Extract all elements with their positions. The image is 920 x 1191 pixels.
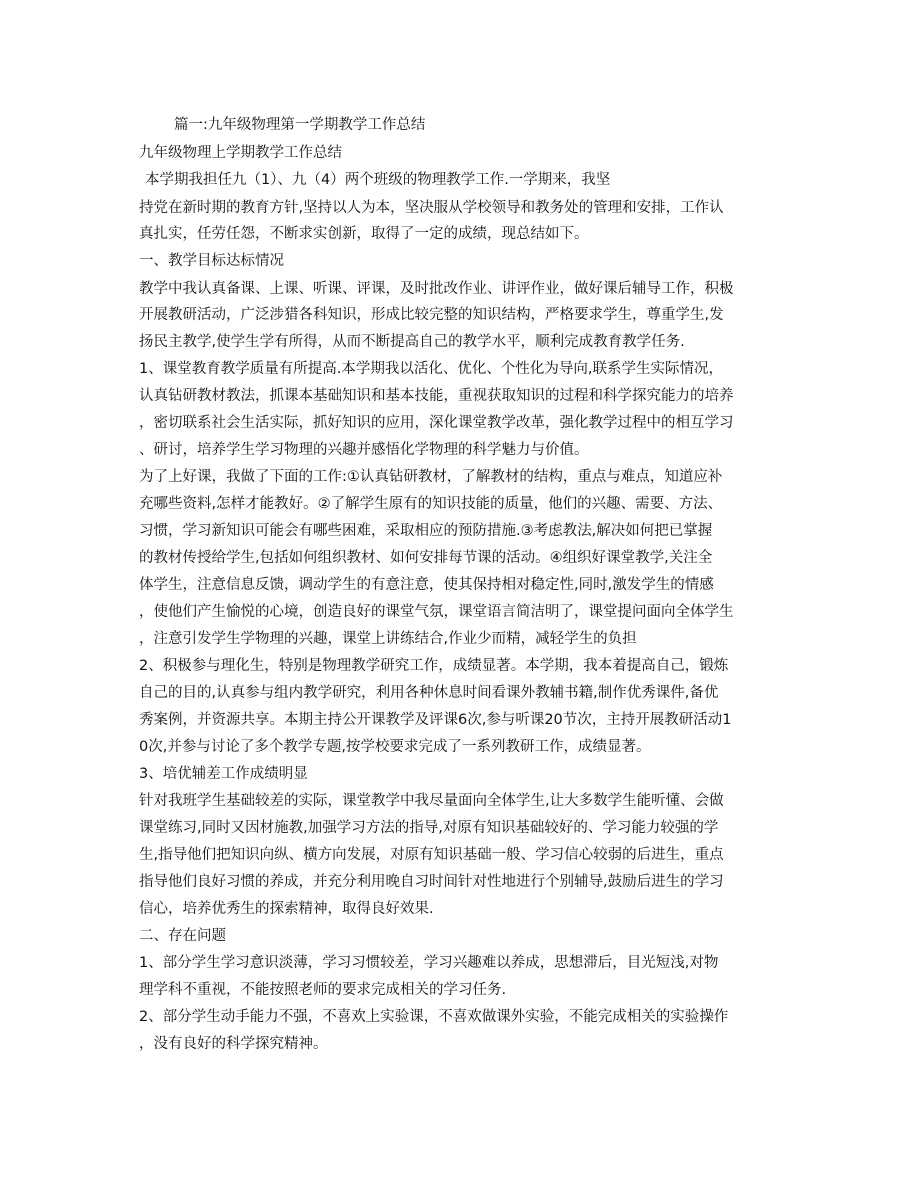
- paragraph-line: 充哪些资料,怎样才能教好。②了解学生原有的知识技能的质量，他们的兴趣、需要、方法、: [139, 496, 723, 512]
- paragraph-line: 指导他们良好习惯的养成，并充分利用晚自习时间针对性地进行个别辅导,鼓励后进生的学习: [139, 874, 724, 890]
- paragraph-line: 教学中我认真备课、上课、听课、评课，及时批改作业、讲评作业，做好课后辅导工作，积极: [139, 281, 734, 297]
- paragraph-line: 理学科不重视，不能按照老师的要求完成相关的学习任务.: [139, 982, 507, 998]
- paragraph-line: 开展教研活动，广泛涉猎各科知识，形成比较完整的知识结构，严格要求学生，尊重学生,发: [139, 307, 724, 323]
- paragraph-line: 信心，培养优秀生的探索精神，取得良好效果.: [139, 901, 434, 917]
- paragraph-line: 2、部分学生动手能力不强，不喜欢上实验课，不喜欢做课外实验，不能完成相关的实验操作: [139, 1009, 729, 1025]
- paragraph-line: 针对我班学生基础较差的实际，课堂教学中我尽量面向全体学生,让大多数学生能听懂、会做: [139, 793, 724, 809]
- paragraph-line: 2、积极参与理化生，特别是物理教学研究工作，成绩显著。本学期，我本着提高自己，锻炼: [139, 658, 729, 674]
- paragraph-line: 1、部分学生学习意识淡薄，学习习惯较差，学习兴趣难以养成，思想滞后，目光短浅,对物: [139, 955, 719, 971]
- paragraph-line: 本学期我担任九（1）、九（4）两个班级的物理教学工作.一学期来，我坚: [145, 172, 611, 188]
- paragraph-line: 扬民主教学,使学生学有所得，从而不断提高自己的教学水平，顺利完成教育教学任务.: [139, 334, 685, 350]
- paragraph-line: 真扎实，任劳任怨，不断求实创新，取得了一定的成绩，现总结如下。: [139, 226, 589, 242]
- document-title: 九年级物理上学期教学工作总结: [139, 145, 342, 161]
- section-heading: 一、教学目标达标情况: [139, 253, 284, 269]
- paragraph-line: 习惯，学习新知识可能会有哪些困难，采取相应的预防措施.③考虑教法,解决如何把已掌握: [139, 523, 713, 539]
- paragraph-line: 的教材传授给学生,包括如何组织教材、如何安排每节课的活动。④组织好课堂教学,关注全: [139, 550, 713, 566]
- paragraph-line: 体学生，注意信息反馈，调动学生的有意注意，使其保持相对稳定性,同时,激发学生的情感: [139, 577, 714, 593]
- section-heading: 二、存在问题: [139, 928, 226, 944]
- paragraph-line: 认真钻研教材教法，抓课本基础知识和基本技能，重视获取知识的过程和科学探究能力的培养: [139, 388, 734, 404]
- paragraph-line: 为了上好课，我做了下面的工作:①认真钻研教材，了解教材的结构，重点与难点，知道应补: [139, 469, 723, 485]
- paragraph-line: ，注意引发学生学物理的兴趣，课堂上讲练结合,作业少而精，减轻学生的负担: [139, 631, 637, 647]
- paragraph-line: 、研讨，培养学生学习物理的兴趣并感悟化学物理的科学魅力与价值。: [139, 442, 589, 458]
- section-heading: 3、培优辅差工作成绩明显: [139, 766, 308, 782]
- paragraph-line: 生,指导他们把知识向纵、横方向发展，对原有知识基础一般、学习信心较弱的后进生，重点: [139, 847, 724, 863]
- paragraph-line: ，使他们产生愉悦的心境，创造良好的课堂气氛，课堂语言简洁明了，课堂提问面向全体学生: [139, 604, 734, 620]
- paragraph-line: ，密切联系社会生活实际，抓好知识的应用，深化课堂教学改革，强化教学过程中的相互学习: [139, 415, 734, 431]
- paragraph-line: 0次,并参与讨论了多个教学专题,按学校要求完成了一系列教研工作，成绩显著。: [139, 739, 651, 755]
- paragraph-line: 课堂练习,同时又因材施教,加强学习方法的指导,对原有知识基础较好的、学习能力较强的学: [139, 820, 719, 836]
- paragraph-line: 1、课堂教育教学质量有所提高.本学期我以活化、优化、个性化为导向,联系学生实际情况，: [139, 361, 723, 377]
- paragraph-line: 自己的目的,认真参与组内教学研究，利用各种休息时间看课外教辅书籍,制作优秀课件,备优: [139, 685, 719, 701]
- section-heading: 篇一:九年级物理第一学期教学工作总结: [174, 117, 426, 133]
- paragraph-line: ，没有良好的科学探究精神。: [139, 1036, 328, 1052]
- paragraph-line: 持党在新时期的教育方针,坚持以人为本，坚决服从学校领导和教务处的管理和安排，工作认: [139, 200, 724, 216]
- paragraph-line: 秀案例，并资源共享。本期主持公开课教学及评课6次,参与听课20节次，主持开展教研活动1: [139, 712, 732, 728]
